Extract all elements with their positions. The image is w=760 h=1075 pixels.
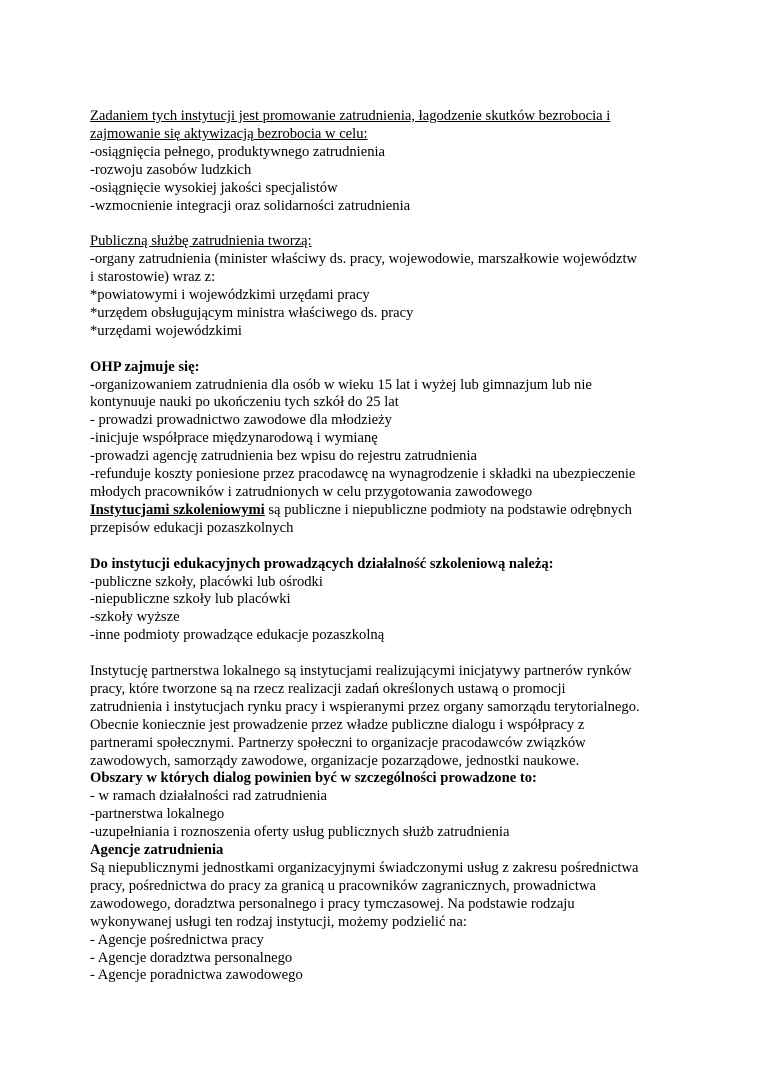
list-item: - prowadzi prowadnictwo zawodowe dla młodzieży bbox=[90, 412, 392, 429]
szkoleniowe-paragraph-line-1 bbox=[90, 502, 690, 520]
list-item: -prowadzi agencję zatrudnienia bez wpisu do rejestru zatrudnienia bbox=[90, 448, 477, 465]
list-item: -osiągnięcie wysokiej jakości specjalistów bbox=[90, 179, 338, 196]
partnerstwo-line: pracy, które tworzone są na rzecz realizacji zadań określonych ustawą o promocji bbox=[90, 680, 566, 697]
list-item: *powiatowymi i wojewódzkimi urzędami pracy bbox=[90, 287, 370, 304]
ohp-heading: OHP zajmuje się: bbox=[90, 358, 200, 375]
agencje-line: wykonywanej usługi ten rodzaj instytucji, możemy podzielić na: bbox=[90, 913, 467, 930]
list-item: - Agencje doradztwa personalnego bbox=[90, 949, 293, 966]
list-item: -inne podmioty prowadzące edukacje pozaszkolną bbox=[90, 627, 385, 644]
list-item: -organy zatrudnienia (minister właściwy ds. pracy, wojewodowie, marszałkowie województw bbox=[90, 251, 638, 268]
partnerstwo-line: Obecnie koniecznie jest prowadzenie przez władze publiczne dialogu i współpracy z bbox=[90, 716, 585, 733]
agencje-line: pracy, pośrednictwa do pracy za granicą u pracowników zagranicznych, prowadnictwa bbox=[90, 877, 596, 894]
list-item: -organizowaniem zatrudnienia dla osób w wieku 15 lat i wyżej lub gimnazjum lub nie bbox=[90, 376, 592, 393]
intro-heading-line-1: Zadaniem tych instytucji jest promowanie zatrudnienia, łagodzenie skutków bezrobocia i bbox=[90, 108, 611, 124]
list-item: kontynuuje nauki po ukończeniu tych szkół do 25 lat bbox=[90, 394, 399, 411]
list-item: młodych pracowników i zatrudnionych w celu przygotowania zawodowego bbox=[90, 484, 533, 500]
szkoleniowe-term: Instytucjami szkoleniowymi bbox=[90, 501, 265, 518]
paragraph-gap bbox=[90, 341, 690, 359]
list-item: - Agencje poradnictwa zawodowego bbox=[90, 967, 303, 984]
list-item: -uzupełniania i roznoszenia oferty usług publicznych służb zatrudnienia bbox=[90, 824, 510, 841]
list-item: *urzędem obsługującym ministra właściwego ds. pracy bbox=[90, 304, 414, 321]
list-item: -rozwoju zasobów ludzkich bbox=[90, 161, 252, 178]
list-item: -wzmocnienie integracji oraz solidarności zatrudnienia bbox=[90, 197, 411, 214]
psz-heading: Publiczną służbę zatrudnienia tworzą: bbox=[90, 233, 312, 250]
document-body bbox=[90, 108, 690, 985]
list-item: -niepubliczne szkoły lub placówki bbox=[90, 591, 291, 608]
list-item: -inicjuje współprace międzynarodową i wymianę bbox=[90, 430, 378, 447]
agencje-line: Są niepublicznymi jednostkami organizacyjnymi świadczonymi usług z zakresu pośrednictwa bbox=[90, 860, 639, 876]
list-item: - Agencje pośrednictwa pracy bbox=[90, 931, 264, 948]
list-item: -publiczne szkoły, placówki lub ośrodki bbox=[90, 573, 323, 590]
partnerstwo-line: partnerami społecznymi. Partnerzy społeczni to organizacje pracodawców związków bbox=[90, 734, 586, 751]
paragraph-gap bbox=[90, 538, 690, 556]
partnerstwo-line: zawodowych, samorządy zawodowe, organizacje pozarządowe, jednostki naukowe. bbox=[90, 752, 580, 769]
partnerstwo-line: zatrudnienia i instytucjach rynku pracy i wspieranymi przez organy samorządu terytorialnego. bbox=[90, 698, 640, 715]
list-item: -partnerstwa lokalnego bbox=[90, 806, 225, 823]
paragraph-gap bbox=[90, 645, 690, 663]
list-item: - w ramach działalności rad zatrudnienia bbox=[90, 788, 328, 805]
list-item: *urzędami wojewódzkimi bbox=[90, 322, 242, 339]
agencje-line: zawodowego, doradztwa personalnego i pracy tymczasowej. Na podstawie rodzaju bbox=[90, 895, 575, 912]
partnerstwo-line: Instytucję partnerstwa lokalnego są instytucjami realizującymi inicjatywy partnerów rynków bbox=[90, 663, 632, 680]
dialog-heading: Obszary w których dialog powinien być w szczególności prowadzone to: bbox=[90, 770, 537, 787]
list-item: -osiągnięcia pełnego, produktywnego zatrudnienia bbox=[90, 143, 386, 160]
intro-heading-line-2: zajmowanie się aktywizacją bezrobocia w celu: bbox=[90, 125, 368, 142]
list-item: -refunduje koszty poniesione przez pracodawcę na wynagrodzenie i składki na ubezpieczenie bbox=[90, 466, 636, 483]
list-item: -szkoły wyższe bbox=[90, 609, 180, 626]
list-item: i starostowie) wraz z: bbox=[90, 269, 216, 286]
szkoleniowe-definition: są publiczne i niepubliczne podmioty na podstawie odrębnych bbox=[264, 501, 632, 518]
agencje-heading: Agencje zatrudnienia bbox=[90, 842, 224, 859]
szkoleniowe-paragraph-line-2: przepisów edukacji pozaszkolnych bbox=[90, 519, 294, 536]
edukacyjne-heading: Do instytucji edukacyjnych prowadzących działalność szkoleniową należą: bbox=[90, 555, 554, 572]
paragraph-gap bbox=[90, 215, 690, 233]
